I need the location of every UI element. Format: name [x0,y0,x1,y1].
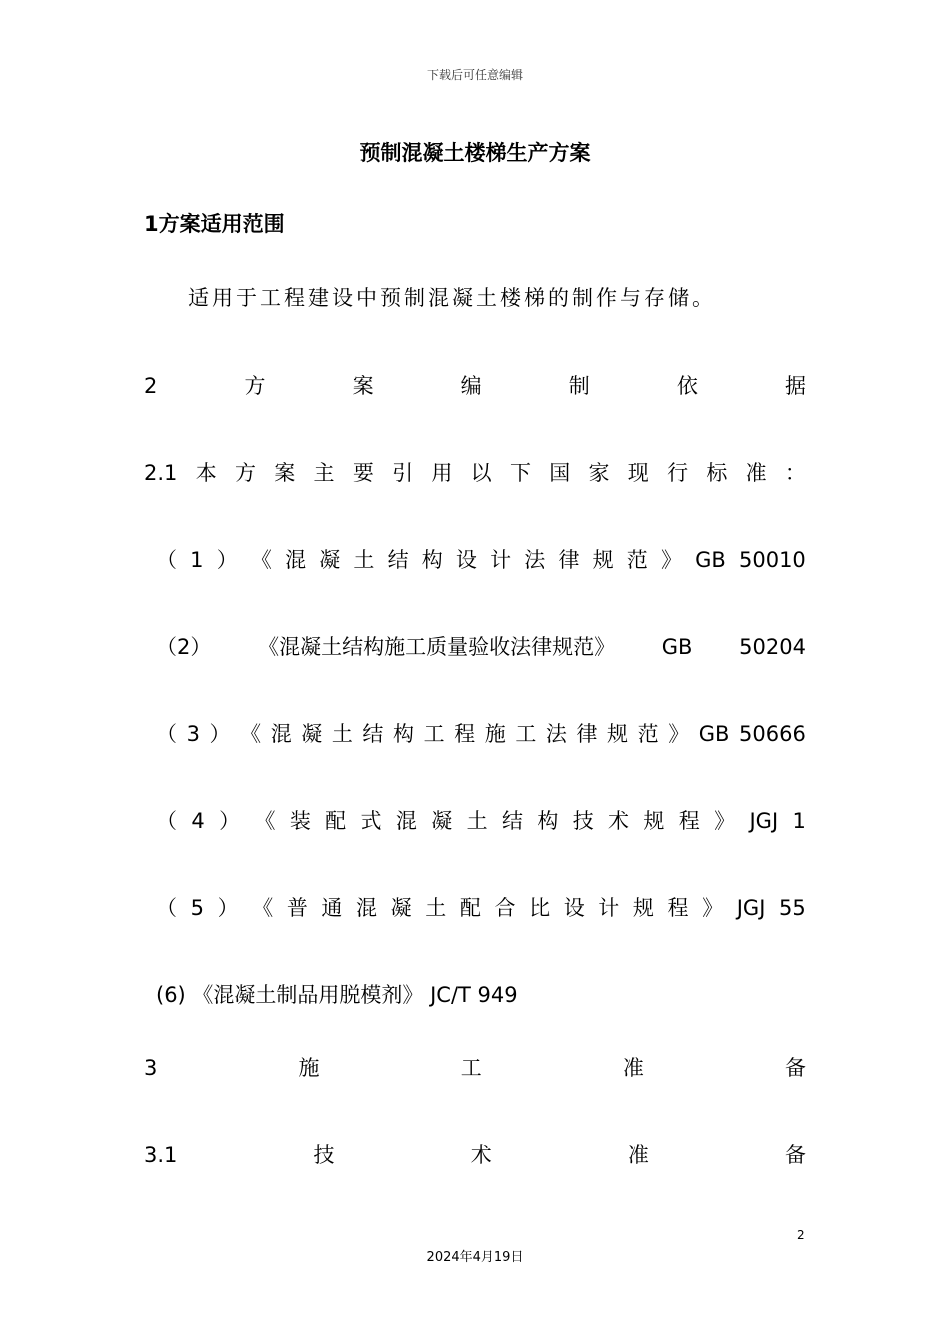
text-token: 程 [667,896,689,920]
text-token: 备 [784,1143,806,1167]
text-token: 55 [779,896,806,920]
text-token: 通 [321,896,343,920]
section-2-1-line [144,457,806,487]
text-token: 4 [191,809,205,833]
text-token: 准 [622,1056,644,1080]
text-token: 《 [240,722,262,746]
text-token: 程 [678,809,700,833]
text-token: 2.1 [144,461,178,485]
reference-3 [156,718,806,748]
text-token: 法 [545,722,567,746]
text-token: 术 [608,809,630,833]
text-token: 编 [460,374,482,398]
text-token: 用 [431,461,453,485]
text-token: 行 [667,461,689,485]
text-token: 工 [515,722,537,746]
text-token: 土 [466,809,488,833]
text-token: 本 [195,461,217,485]
text-token: ） [217,896,239,920]
text-token: 程 [454,722,476,746]
text-token: 普 [286,896,308,920]
text-token: 工 [423,722,445,746]
text-token: JGJ [749,809,779,833]
text-token: 混 [395,809,417,833]
text-token: 》 [668,722,690,746]
text-token: 构 [537,809,559,833]
text-token: 混 [270,722,292,746]
text-token: 50010 [738,548,806,572]
section-3-1-line [144,1139,806,1169]
text-token: 计 [598,896,620,920]
text-token: 案 [274,461,296,485]
text-token: 准 [745,461,767,485]
text-token: 3.1 [144,1143,178,1167]
text-token: （ [156,548,177,572]
text-token: 规 [592,548,614,572]
text-token: 3 [186,722,200,746]
text-token: GB [661,635,693,659]
text-token: 规 [607,722,629,746]
text-token: 施 [484,722,506,746]
text-token: 以 [470,461,492,485]
text-token: 50666 [739,722,806,746]
text-token: 2 [144,374,158,398]
text-token: 法 [524,548,546,572]
text-token: 方 [234,461,256,485]
text-token: 工 [460,1056,482,1080]
text-token: （ [156,896,177,920]
reference-5 [156,892,806,922]
text-token: ： [784,461,806,485]
section-1-paragraph: 适用于工程建设中预制混凝土楼梯的制作与存储。 [188,286,716,310]
text-token: ） [216,548,238,572]
text-token: 《 [252,896,274,920]
page-number: 2 [797,1228,805,1242]
text-token: 结 [387,548,409,572]
text-token: 范 [626,548,648,572]
document-title: 预制混凝土楼梯生产方案 [359,141,591,165]
reference-4 [156,805,806,835]
text-token: GB [698,722,730,746]
text-token: 3 [144,1056,158,1080]
text-token: 备 [785,1056,806,1080]
text-token: GB [695,548,726,572]
text-token: 土 [353,548,375,572]
text-token: 规 [632,896,654,920]
text-token: 《 [254,809,276,833]
text-token: 凝 [301,722,323,746]
text-token: 计 [490,548,512,572]
text-token: 50204 [739,635,806,659]
text-token: 术 [470,1143,492,1167]
text-token: ） [219,809,241,833]
text-token: 构 [421,548,443,572]
text-token: 配 [459,896,481,920]
text-token: 现 [627,461,649,485]
text-token: 引 [392,461,414,485]
text-token: 范 [637,722,659,746]
section-2-heading [144,370,806,400]
text-token: 1 [190,548,204,572]
text-token: 国 [549,461,571,485]
text-token: 》 [714,809,736,833]
text-token: JGJ [736,896,766,920]
text-token: 技 [313,1143,335,1167]
text-token: 》 [702,896,724,920]
text-token: 《 [250,548,272,572]
text-token: 式 [360,809,382,833]
text-token: 比 [529,896,551,920]
text-token: 律 [576,722,598,746]
reference-6: (6) 《混凝土制品用脱模剂》 JC/T 949 [156,983,518,1007]
reference-1 [156,544,806,574]
text-token: 》 [660,548,682,572]
text-token: 1 [792,809,806,833]
text-token: 结 [362,722,384,746]
text-token: 设 [455,548,477,572]
text-token: （ [156,722,177,746]
text-token: 设 [563,896,585,920]
text-token: 土 [331,722,353,746]
text-token: 凝 [319,548,341,572]
text-token: 规 [643,809,665,833]
text-token: 家 [588,461,610,485]
page-footer-date: 2024年4月19日 [426,1250,524,1265]
text-token: 主 [313,461,335,485]
text-token: 案 [352,374,374,398]
text-token: 方 [244,374,266,398]
text-token: 凝 [431,809,453,833]
text-token: 5 [190,896,204,920]
text-token: 《混凝土结构施工质量验收法律规范》 [258,635,616,659]
text-token: 施 [298,1056,320,1080]
section-3-heading [144,1052,806,1082]
text-token: 混 [285,548,307,572]
text-token: （2） [156,635,212,659]
text-token: 技 [572,809,594,833]
text-token: 凝 [390,896,412,920]
text-token: 标 [706,461,728,485]
text-token: 合 [494,896,516,920]
page-header: 下载后可任意编辑 [426,68,523,82]
reference-2 [156,631,806,661]
text-token: 制 [568,374,590,398]
text-token: ） [209,722,231,746]
text-token: 配 [325,809,347,833]
text-token: 据 [784,374,806,398]
text-token: 混 [356,896,378,920]
text-token: 要 [352,461,374,485]
text-token: 依 [676,374,698,398]
text-token: 构 [393,722,414,746]
text-token: 土 [425,896,447,920]
text-token: 准 [627,1143,649,1167]
text-token: 装 [289,809,311,833]
text-token: 结 [501,809,523,833]
text-token: （ [156,809,177,833]
section-1-heading: 1方案适用范围 [144,212,285,236]
text-token: 下 [509,461,531,485]
text-token: 律 [558,548,580,572]
